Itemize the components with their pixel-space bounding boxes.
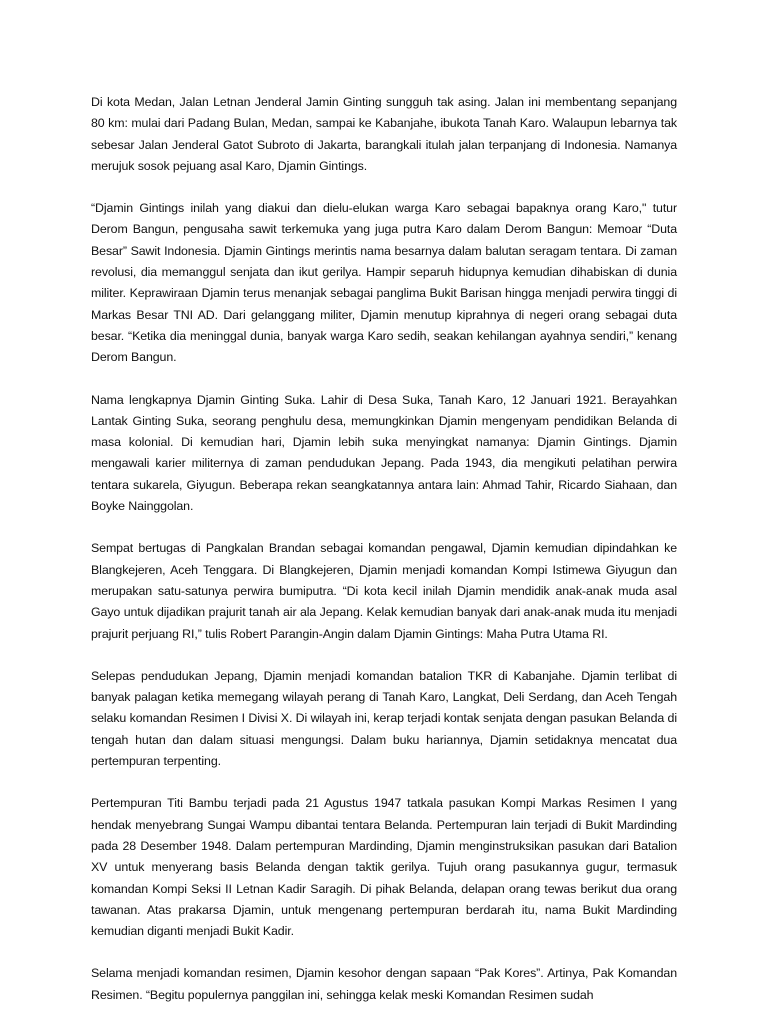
paragraph-6: Pertempuran Titi Bambu terjadi pada 21 Agustus 1947 tatkala pasukan Kompi Markas Resimen I yang hendak menyebrang Sungai Wampu dibantai tentara Belanda. Pertempuran lain terjadi di Bukit Mardinding pada 28 Desember 1948. Dalam pertempuran Mardinding, Djamin menginstruksikan pasukan dari Batalion XV untuk menyerang basis Belanda dengan taktik gerilya. Tujuh orang pasukannya gugur, termasuk komandan Kompi Seksi II Letnan Kadir Saragih. Di pihak Belanda, delapan orang tewas berikut dua orang tawanan. Atas prakarsa Djamin, untuk mengenang pertempuran berdarah itu, nama Bukit Mardinding kemudian diganti menjadi Bukit Kadir. bbox=[91, 796, 677, 939]
paragraph-1: Di kota Medan, Jalan Letnan Jenderal Jamin Ginting sungguh tak asing. Jalan ini membentang sepanjang 80 km: mulai dari Padang Bulan, Medan, sampai ke Kabanjahe, ibukota Tanah Karo. Walaupun lebarnya tak sebesar Jalan Jenderal Gatot Subroto di Jakarta, barangkali itulah jalan terpanjang di Indonesia. Namanya merujuk sosok pejuang asal Karo, Djamin Gintings. bbox=[91, 95, 677, 173]
paragraph-3: Nama lengkapnya Djamin Ginting Suka. Lahir di Desa Suka, Tanah Karo, 12 Januari 1921. Berayahkan Lantak Ginting Suka, seorang penghulu desa, memungkinkan Djamin mengenyam pendidikan Belanda di masa kolonial. Di kemudian hari, Djamin lebih suka menyingkat namanya: Djamin Gintings. Djamin mengawali karier militernya di zaman pendudukan Jepang. Pada 1943, dia mengikuti pelatihan perwira tentara sukarela, Giyugun. Beberapa rekan seangkatannya antara lain: Ahmad Tahir, Ricardo Siahaan, dan Boyke Nainggolan. bbox=[91, 392, 677, 514]
paragraph-5: Selepas pendudukan Jepang, Djamin menjadi komandan batalion TKR di Kabanjahe. Djamin terlibat di banyak palagan ketika memegang wilayah perang di Tanah Karo, Langkat, Deli Serdang, dan Aceh Tengah selaku komandan Resimen I Divisi X. Di wilayah ini, kerap terjadi kontak senjata dengan pasukan Belanda di tengah hutan dan dalam situasi mengungsi. Dalam buku hariannya, Djamin setidaknya mencatat dua pertempuran terpenting. bbox=[91, 668, 677, 769]
paragraph-4: Sempat bertugas di Pangkalan Brandan sebagai komandan pengawal, Djamin kemudian dipindahkan ke Blangkejeren, Aceh Tenggara. Di Blangkejeren, Djamin menjadi komandan Kompi Istimewa Giyugun dan merupakan satu-satunya perwira bumiputra. “Di kota kecil inilah Djamin mendidik anak-anak muda asal Gayo untuk dijadikan prajurit tanah air ala Jepang. Kelak kemudian banyak dari anak-anak muda itu menjadi prajurit perjuang RI,” tulis Robert Parangin-Angin dalam Djamin Gintings: Maha Putra Utama RI. bbox=[91, 541, 677, 641]
paragraph-2: “Djamin Gintings inilah yang diakui dan dielu-elukan warga Karo sebagai bapaknya orang Karo," tutur Derom Bangun, pengusaha sawit terkemuka yang juga putra Karo dalam Derom Bangun: Memoar “Duta Besar” Sawit Indonesia. Djamin Gintings merintis nama besarnya dalam balutan seragam tentara. Di zaman revolusi, dia memanggul senjata dan ikut gerilya. Hampir separuh hidupnya kemudian dihabiskan di dunia militer. Keprawiraan Djamin terus menanjak sebagai panglima Bukit Barisan hingga menjadi perwira tinggi di Markas Besar TNI AD. Dari gelanggang militer, Djamin menutup kiprahnya di negeri orang sebagai duta besar. “Ketika dia meninggal dunia, banyak warga Karo sedih, seakan kehilangan ayahnya sendiri,” kenang Derom Bangun. bbox=[91, 201, 677, 365]
paragraph-7: Selama menjadi komandan resimen, Djamin kesohor dengan sapaan “Pak Kores”. Artinya, Pak Komandan Resimen. “Begitu populernya panggilan ini, sehingga kelak meski Komandan Resimen sudah bbox=[91, 966, 677, 1002]
